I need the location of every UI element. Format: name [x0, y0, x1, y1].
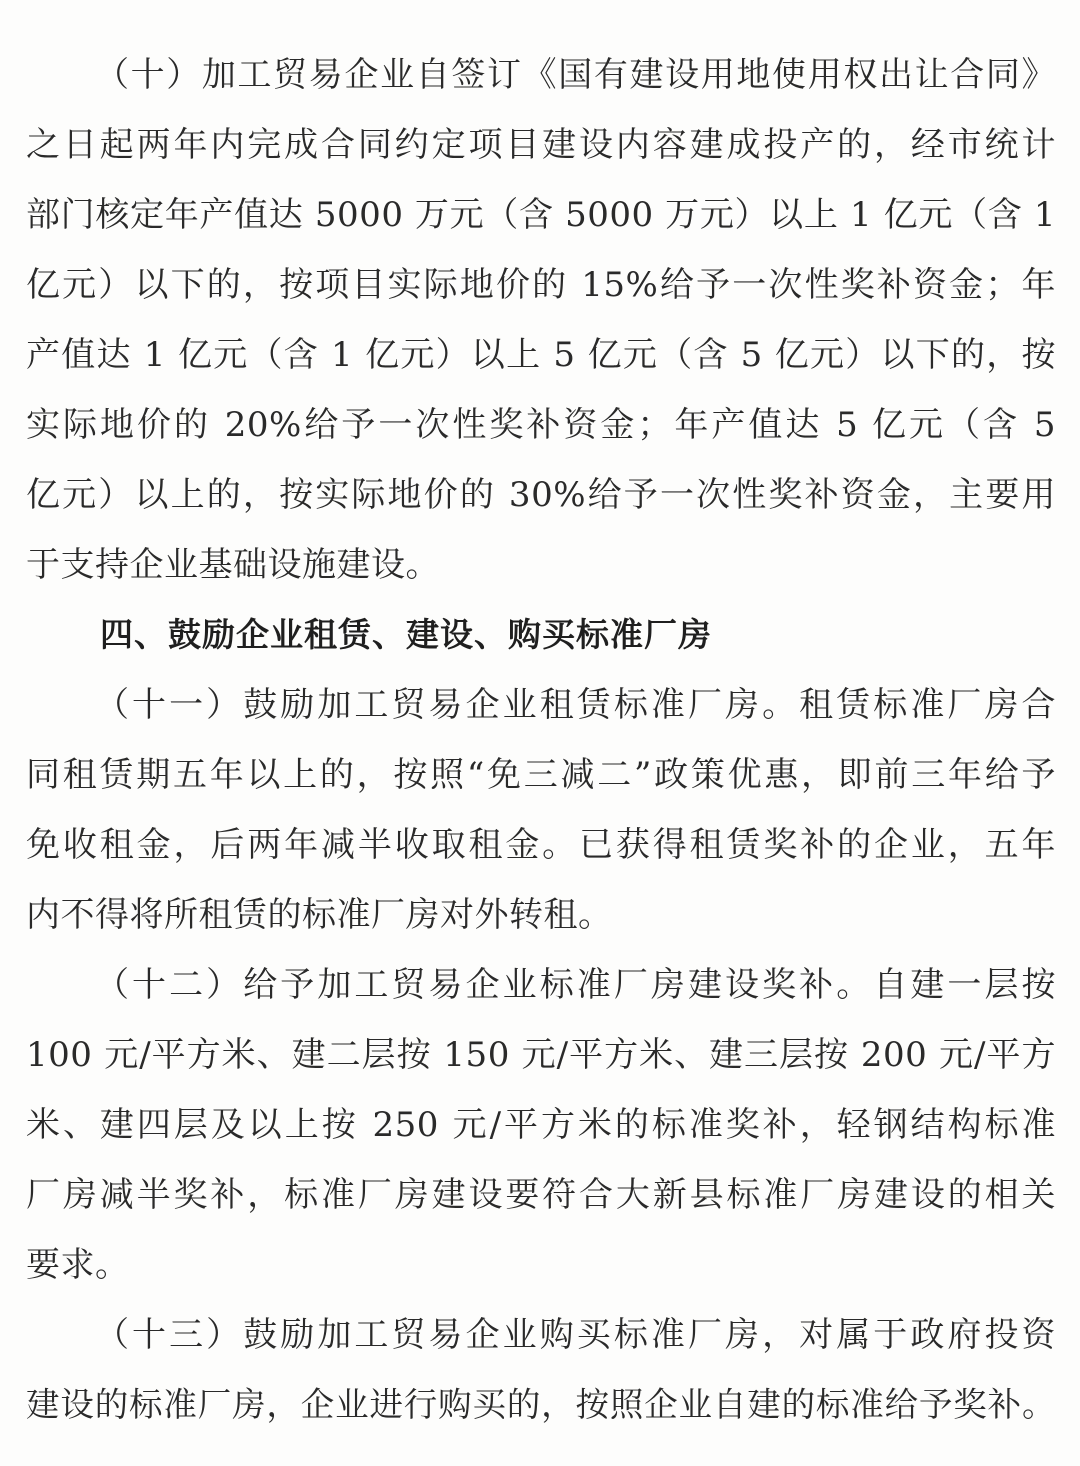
paragraph-10-line-1: （十）加工贸易企业自签订《国有建设用地使用权出让合同》 — [95, 55, 1056, 95]
paragraph-11-line-3: 免收租金，后两年减半收取租金。已获得租赁奖补的企业，五年 — [26, 825, 1056, 865]
paragraph-10-line-3: 部门核定年产值达 5000 万元（含 5000 万元）以上 1 亿元（含 1 — [26, 195, 1056, 235]
paragraph-10-line-5: 产值达 1 亿元（含 1 亿元）以上 5 亿元（含 5 亿元）以下的，按 — [26, 335, 1056, 375]
paragraph-10-line-4: 亿元）以下的，按项目实际地价的 15%给予一次性奖补资金；年 — [26, 265, 1056, 305]
paragraph-12-line-1: （十二）给予加工贸易企业标准厂房建设奖补。自建一层按 — [95, 965, 1056, 1005]
paragraph-12-line-2: 100 元/平方米、建二层按 150 元/平方米、建三层按 200 元/平方 — [26, 1035, 1056, 1075]
paragraph-12-line-3: 米、建四层及以上按 250 元/平方米的标准奖补，轻钢结构标准 — [26, 1105, 1056, 1145]
section-4-heading: 四、鼓励企业租赁、建设、购买标准厂房 — [100, 615, 712, 654]
paragraph-11-line-1: （十一）鼓励加工贸易企业租赁标准厂房。租赁标准厂房合 — [95, 685, 1056, 725]
paragraph-13-line-2: 建设的标准厂房，企业进行购买的，按照企业自建的标准给予奖补。 — [26, 1385, 1056, 1424]
paragraph-12-line-4: 厂房减半奖补，标准厂房建设要符合大新县标准厂房建设的相关 — [26, 1175, 1056, 1215]
paragraph-10-line-8: 于支持企业基础设施建设。 — [26, 545, 440, 585]
paragraph-10-line-2: 之日起两年内完成合同约定项目建设内容建成投产的，经市统计 — [26, 125, 1056, 165]
paragraph-10-line-6: 实际地价的 20%给予一次性奖补资金；年产值达 5 亿元（含 5 — [26, 405, 1056, 445]
paragraph-11-line-2: 同租赁期五年以上的，按照“免三减二”政策优惠，即前三年给予 — [26, 755, 1056, 795]
paragraph-11-line-4: 内不得将所租赁的标准厂房对外转租。 — [26, 895, 613, 935]
paragraph-13-line-1: （十三）鼓励加工贸易企业购买标准厂房，对属于政府投资 — [95, 1315, 1056, 1355]
paragraph-10-line-7: 亿元）以上的，按实际地价的 30%给予一次性奖补资金，主要用 — [26, 475, 1056, 515]
paragraph-12-line-5: 要求。 — [26, 1245, 130, 1285]
